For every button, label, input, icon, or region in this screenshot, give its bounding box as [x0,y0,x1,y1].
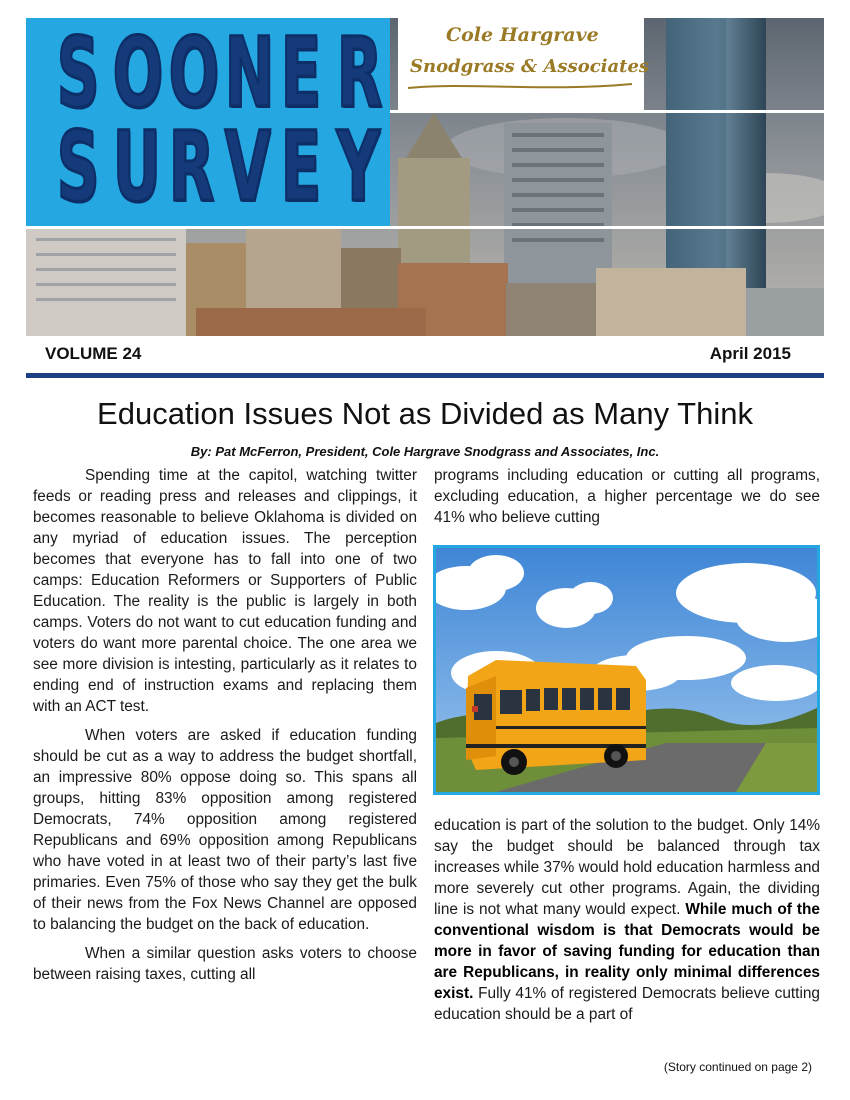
article-column-left [33,465,417,993]
school-bus-photo [433,545,820,795]
article-headline: Education Issues Not as Divided as Many Think [97,396,753,431]
paragraph: education is part of the solution to the budget. Only 14% say the budget should be balanced through tax increases while 37% would hold education harmless and more severely cut other programs. Again, the dividing line is not what many would expect. While much of the conventional wisdom is that Democrats would be more in favor of saving funding for education than are Republicans, in reality only minimal differences exist. Fully 41% of registered Democrats believe cutting education should be a part of [434,817,820,1023]
volume-number: VOLUME 24 [45,344,142,363]
continued-note: (Story continued on page 2) [663,1060,812,1074]
school-bus-image [436,548,817,792]
paragraph: programs including education or cutting all programs, excluding education, a higher percentage we do see 41% who believe cutting [434,467,820,526]
logo-text-line-1: Cole Hargrave [446,24,599,46]
issue-date: April 2015 [709,344,791,363]
logo-text-line-2: Snodgrass & Associates [410,56,650,77]
article-column-right-bottom [434,815,820,1033]
article-column-right-top [434,465,820,536]
company-logo [398,18,650,110]
header-divider [26,373,824,378]
paragraph: When a similar question asks voters to choose between raising taxes, cutting all [33,945,417,983]
article-byline: By: Pat McFerron, President, Cole Hargrave Snodgrass and Associates, Inc. [190,444,660,459]
issue-info-row [45,344,791,370]
paragraph: Spending time at the capitol, watching twitter feeds or reading press and releases and clippings, it becomes reasonable to believe Oklahoma is divided on any myriad of education issues. The perception becomes that everyone has to fall into one of two camps: Education Reformers or Supporters of Public Education. The reality is the public is largely in both camps. Voters do not want to cut education funding and voters do want more parental choice. The one area we see more division is intesting, particularly as it relates to ending end of instruction exams and replacing them with an ACT test. [33,467,417,715]
title-line-1: S O O N E R [56,18,383,129]
paragraph: When voters are asked if education funding should be cut as a way to address the budget shortfall, an impressive 80% oppose doing so. This spans all groups, hitting 83% opposition among registered Democrats, 74% opposition among registered Republicans and 69% opposition among Republicans who have voted in at least two of their party’s last five primaries. Even 75% of those who say they get the bulk of their news from the Fox News Channel are opposed to balancing the budget on the back of education. [33,727,417,933]
sooner-survey-title [26,18,390,226]
masthead [26,18,824,336]
emphasized-text: While much of the conventional wisdom is that Democrats would be more in favor of saving funding for education than are Republicans, in reality only minimal differences exist. [434,901,820,1002]
title-line-2: S U R V E Y [56,111,380,223]
logo-swash-icon [406,80,636,94]
